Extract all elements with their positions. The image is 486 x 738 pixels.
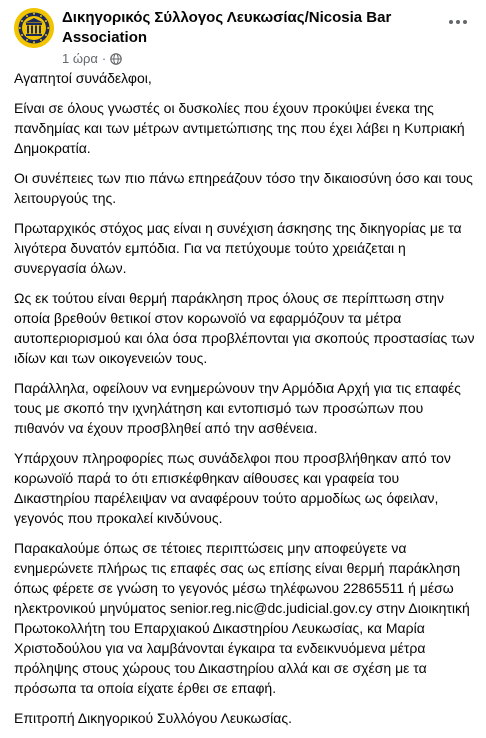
page-name-link[interactable]: Δικηγορικός Σύλλογος Λευκωσίας/Nicosia Bar Association xyxy=(62,9,392,46)
post-paragraph: Ως εκ τούτου είναι θερμή παράκληση προς όλους σε περίπτωση στην οποία βρεθούν θετικοί στον κορωνοϊό να εφαρμόζουν τα μέτρα αυτοπεριορισμού και όλα όσα προβλέπονται για σκοπούς προστασίας των ιδίων και των οικογενειών τους. xyxy=(14,290,475,366)
post-header xyxy=(0,0,486,68)
page-avatar[interactable] xyxy=(14,8,54,48)
globe-icon[interactable] xyxy=(110,53,122,65)
post-paragraph: Παράλληλα, οφείλουν να ενημερώνουν την Αρμόδια Αρχή για τις επαφές τους με σκοπό την ιχνηλάτηση και εντοπισμό των προσώπων που πιθανόν να έχουν προσβληθεί από την ασθένεια. xyxy=(14,380,461,436)
post-paragraph: Οι συνέπειες των πιο πάνω επηρεάζουν τόσο την δικαιοσύνη όσο και τους λειτουργούς της. xyxy=(14,170,473,206)
post-paragraph: Είναι σε όλους γνωστές οι δυσκολίες που έχουν προκύψει ένεκα της πανδημίας και των μέτρων αντιμετώπισης της που έχει λάβει η Κυπριακή Δημοκρατία. xyxy=(14,100,465,156)
post-timestamp[interactable]: 1 ώρα xyxy=(62,51,98,66)
post-paragraph: Παρακαλούμε όπως σε τέτοιες περιπτώσεις μην αποφεύγετε να ενημερώνετε πλήρως τις επαφές σας ως επίσης είναι θερμή παράκληση όπως φέρετε σε γνώση το γεγονός μέσω τηλέφωνου 22865511 ή μέσω ηλεκτρονικού μηνύματος senior.reg.nic@dc.judicial.gov.cy στην Διοικητική Πρωτοκολλήτη του Επαρχιακού Δικαστηρίου Λευκωσίας, κα Μαρία Χριστοδούλου για να λαμβάνονται έγκαιρα τα ενδεικνυόμενα μέτρα πρόληψης στους χώρους του Δικαστηρίου αλλά και σε σχέση με τα πρόσωπα τα οποία είχατε έρθει σε επαφή. xyxy=(14,540,470,696)
more-options-icon[interactable] xyxy=(444,12,472,32)
post-paragraph: Πρωταρχικός στόχος μας είναι η συνέχιση άσκησης της δικηγορίας με τα λιγότερα δυνατόν εμπόδια. Για να πετύχουμε τούτο χρειάζεται η συνεργασία όλων. xyxy=(14,220,462,276)
post-meta xyxy=(62,51,122,67)
meta-separator: · xyxy=(101,51,107,66)
post-body xyxy=(14,68,476,738)
post-paragraph: Αγαπητοί συνάδελφοι, xyxy=(14,70,152,86)
post-paragraph: Επιτροπή Δικηγορικού Συλλόγου Λευκωσίας. xyxy=(14,710,292,726)
post-paragraph: Υπάρχουν πληροφορίες πως συνάδελφοι που προσβλήθηκαν από τον κορωνοϊό παρά το ότι επισκέφθηκαν αίθουσες και γραφεία του Δικαστηρίου παρέλειψαν να αναφέρουν τούτο αρμοδίως ως όφειλαν, γεγονός που προκαλεί κινδύνους. xyxy=(14,450,451,526)
bar-association-logo-icon xyxy=(14,8,54,48)
